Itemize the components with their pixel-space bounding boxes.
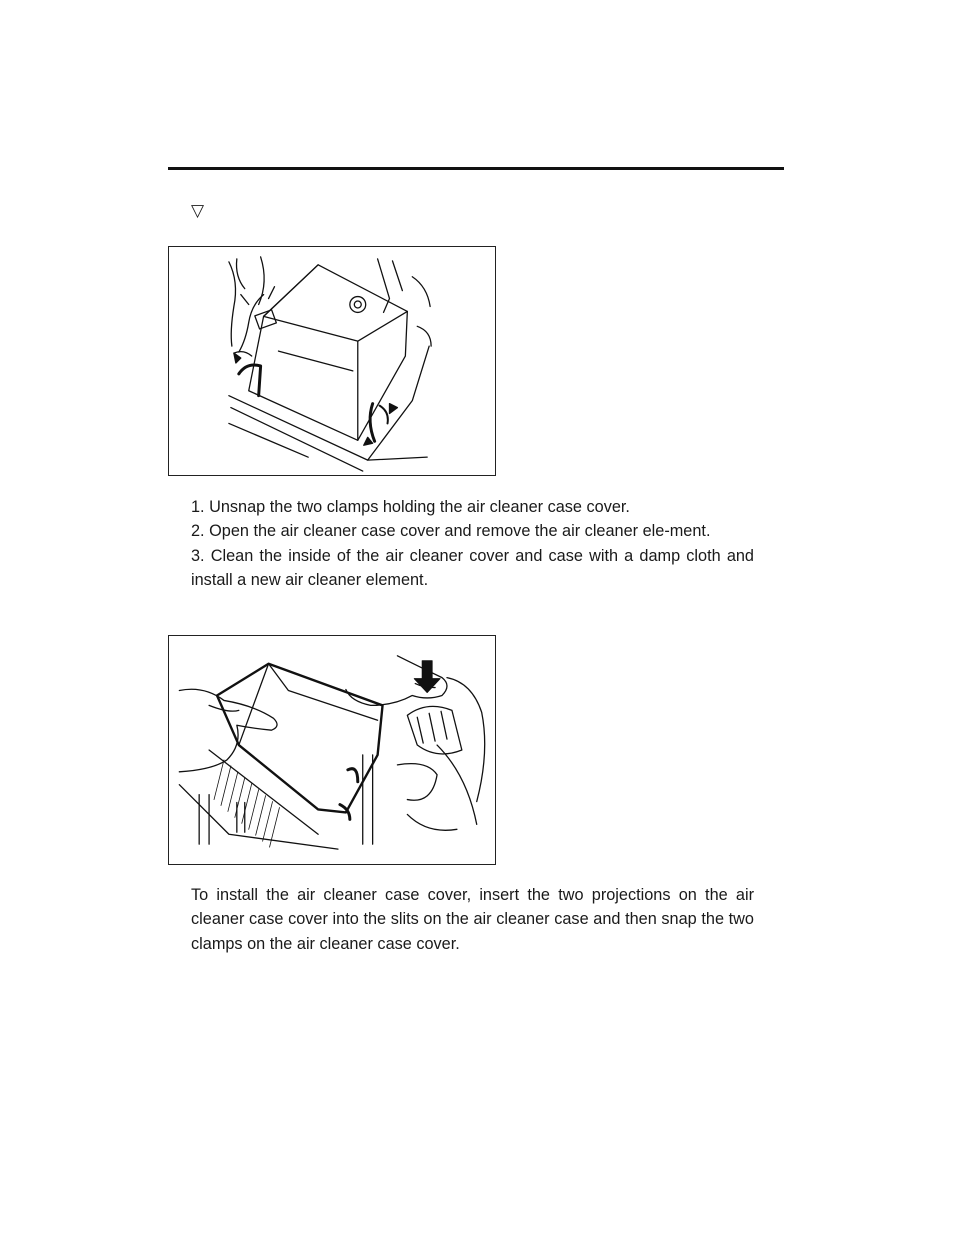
- section-marker-icon: ▽: [191, 201, 205, 221]
- illustration-install-cover: [168, 635, 496, 865]
- install-instructions: To install the air cleaner case cover, insert the two projections on the air cleaner case cover into the slits on the air cleaner case and then snap the two clamps on the air cleaner case cover.: [191, 886, 754, 953]
- step-1: 1. Unsnap the two clamps holding the air cleaner case cover.: [191, 498, 630, 516]
- step-2: 2. Open the air cleaner case cover and remove the air cleaner ele-ment.: [191, 522, 711, 541]
- air-cleaner-case-drawing: [169, 247, 495, 475]
- instruction-steps: [191, 495, 754, 592]
- header-rule: [168, 167, 784, 170]
- step-3: 3. Clean the inside of the air cleaner cover and case with a damp cloth and install a new air cleaner element.: [191, 546, 754, 589]
- illustration-unsnap-clamps: [168, 246, 496, 476]
- install-cover-drawing: [169, 636, 495, 864]
